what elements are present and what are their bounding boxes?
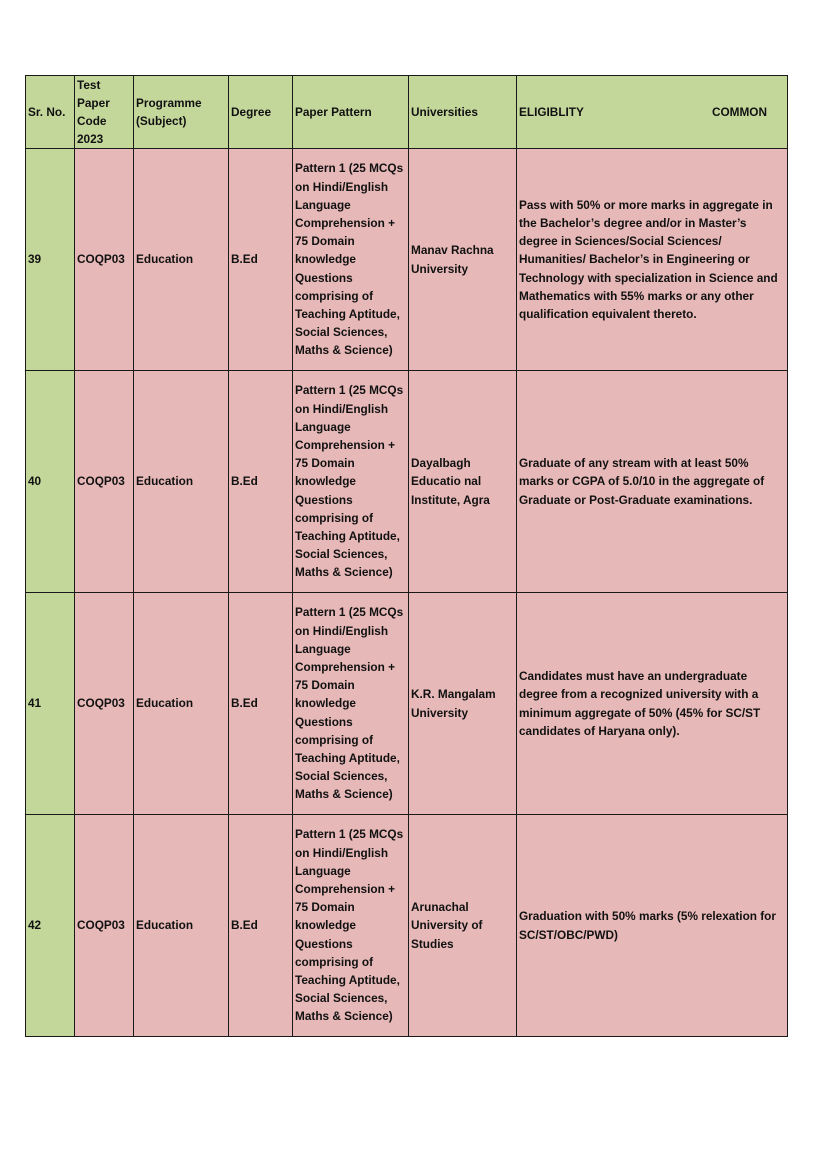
table-row (26, 593, 788, 815)
header-row (26, 76, 788, 149)
cell-programme: Education (134, 593, 229, 815)
eligibility-table (25, 75, 788, 1037)
cell-eligibility: Candidates must have an undergraduate degree from a recognized university with a minimum aggregate of 50% (45% for SC/ST candidates of Haryana only). (517, 593, 788, 815)
cell-sr-no: 39 (26, 149, 75, 371)
cell-sr-no: 40 (26, 371, 75, 593)
cell-eligibility: Graduation with 50% marks (5% relexation for SC/ST/OBC/PWD) (517, 815, 788, 1037)
cell-eligibility: Graduate of any stream with at least 50% marks or CGPA of 5.0/10 in the aggregate of Graduate or Post-Graduate examinations. (517, 371, 788, 593)
cell-eligibility: Pass with 50% or more marks in aggregate in the Bachelor’s degree and/or in Master’s degree in Sciences/Social Sciences/ Humanities/ Bachelor’s in Engineering or Technology with specialization in Science and Mathematics with 55% marks or any other qualification equivalent thereto. (517, 149, 788, 371)
header-sr-no: Sr. No. (26, 76, 75, 149)
cell-programme: Education (134, 149, 229, 371)
cell-sr-no: 41 (26, 593, 75, 815)
header-test-paper-code: Test Paper Code 2023 (75, 76, 134, 149)
header-common-label: COMMON (711, 104, 767, 119)
table-row (26, 371, 788, 593)
cell-programme: Education (134, 815, 229, 1037)
cell-university: Dayalbagh Educatio nal Institute, Agra (409, 371, 517, 593)
cell-programme: Education (134, 371, 229, 593)
cell-paper-pattern: Pattern 1 (25 MCQs on Hindi/English Language Comprehension + 75 Domain knowledge Questions comprising of Teaching Aptitude, Social Sciences, Maths & Science) (293, 371, 409, 593)
cell-paper-pattern: Pattern 1 (25 MCQs on Hindi/English Language Comprehension + 75 Domain knowledge Questions comprising of Teaching Aptitude, Social Sciences, Maths & Science) (293, 593, 409, 815)
cell-test-paper-code: COQP03 (75, 593, 134, 815)
header-degree: Degree (229, 76, 293, 149)
eligibility-header-group (519, 103, 785, 121)
table-row (26, 149, 788, 371)
cell-university: K.R. Mangalam University (409, 593, 517, 815)
cell-degree: B.Ed (229, 149, 293, 371)
header-paper-pattern: Paper Pattern (293, 76, 409, 149)
table-row (26, 815, 788, 1037)
header-programme: Programme (Subject) (134, 76, 229, 149)
cell-test-paper-code: COQP03 (75, 371, 134, 593)
table-body (26, 149, 788, 1037)
cell-paper-pattern: Pattern 1 (25 MCQs on Hindi/English Language Comprehension + 75 Domain knowledge Questions comprising of Teaching Aptitude, Social Sciences, Maths & Science) (293, 149, 409, 371)
table-header (26, 76, 788, 149)
header-eligibility-label: ELIGIBLITY (519, 104, 584, 119)
cell-university: Manav Rachna University (409, 149, 517, 371)
cell-university: Arunachal University of Studies (409, 815, 517, 1037)
cell-sr-no: 42 (26, 815, 75, 1037)
cell-test-paper-code: COQP03 (75, 815, 134, 1037)
header-universities: Universities (409, 76, 517, 149)
cell-test-paper-code: COQP03 (75, 149, 134, 371)
cell-paper-pattern: Pattern 1 (25 MCQs on Hindi/English Language Comprehension + 75 Domain knowledge Questions comprising of Teaching Aptitude, Social Sciences, Maths & Science) (293, 815, 409, 1037)
header-eligibility (517, 76, 788, 149)
cell-degree: B.Ed (229, 371, 293, 593)
cell-degree: B.Ed (229, 593, 293, 815)
cell-degree: B.Ed (229, 815, 293, 1037)
